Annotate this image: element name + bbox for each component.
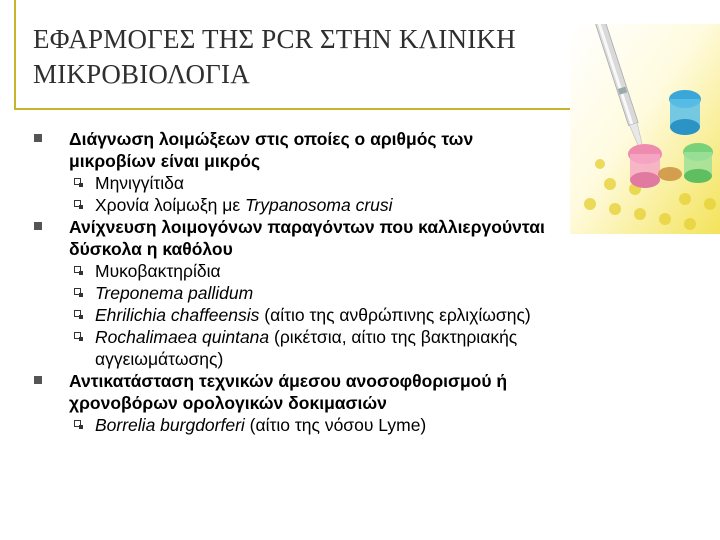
- section-2-heading-line-1: Ανίχνευση λοιμογόνων παραγόντων που καλλιεργούνται: [69, 217, 545, 237]
- square-bullet-icon: [34, 134, 42, 142]
- title-line-2: ΜΙΚΡΟΒΙΟΛΟΓΙΑ: [33, 59, 250, 89]
- bullet-content: [32, 128, 714, 436]
- section-3: [32, 370, 714, 414]
- organism-name: Borrelia burgdorferi: [95, 415, 245, 435]
- section-3-heading-line-1: Αντικατάσταση τεχνικών άμεσου ανοσοφθορισμού ή: [69, 371, 508, 391]
- slide-title: [33, 22, 633, 92]
- hollow-square-bullet-icon: [74, 332, 81, 339]
- item-text: (ρικέτσια, αίτιο της βακτηριακής: [269, 327, 518, 347]
- item-text: Μυκοβακτηρίδια: [95, 261, 221, 281]
- section-1-item-1: [32, 172, 714, 194]
- item-text: (αίτιο της νόσου Lyme): [244, 415, 427, 435]
- hollow-square-bullet-icon: [74, 200, 81, 207]
- section-3-heading-line-2: χρονοβόρων ορολογικών δοκιμασιών: [69, 393, 387, 413]
- section-2-item-2: [32, 282, 714, 304]
- section-1: [32, 128, 714, 172]
- hollow-square-bullet-icon: [74, 288, 81, 295]
- item-text: Χρονία λοίμωξη με: [95, 195, 246, 215]
- section-2: [32, 216, 714, 260]
- section-2-item-1: [32, 260, 714, 282]
- square-bullet-icon: [34, 222, 42, 230]
- section-2-item-4: [32, 326, 714, 370]
- section-3-item-1: [32, 414, 714, 436]
- hollow-square-bullet-icon: [74, 310, 81, 317]
- section-1-heading-line-1: Διάγνωση λοιμώξεων στις οποίες ο αριθμός των: [69, 129, 474, 149]
- square-bullet-icon: [34, 376, 42, 384]
- section-2-item-3: [32, 304, 714, 326]
- title-line-1: ΕΦΑΡΜΟΓΕΣ ΤΗΣ PCR ΣΤΗΝ ΚΛΙΝΙΚΗ: [33, 24, 516, 54]
- section-2-heading-line-2: δύσκολα η καθόλου: [69, 239, 233, 259]
- organism-name: Ehrilichia chaffeensis: [95, 305, 260, 325]
- section-1-item-2: [32, 194, 714, 216]
- item-text-continued: αγγειωμάτωσης): [95, 349, 224, 369]
- left-accent-rule: [14, 0, 16, 108]
- organism-name: Rochalimaea quintana: [95, 327, 270, 347]
- item-text: (αίτιο της ανθρώπινης ερλιχίωσης): [259, 305, 531, 325]
- section-1-heading-line-2: μικροβίων είναι μικρός: [69, 151, 261, 171]
- hollow-square-bullet-icon: [74, 266, 81, 273]
- hollow-square-bullet-icon: [74, 420, 81, 427]
- organism-name: Trypanosoma crusi: [245, 195, 393, 215]
- organism-name: Treponema pallidum: [95, 283, 254, 303]
- hollow-square-bullet-icon: [74, 178, 81, 185]
- item-text: Μηνιγγίτιδα: [95, 173, 184, 193]
